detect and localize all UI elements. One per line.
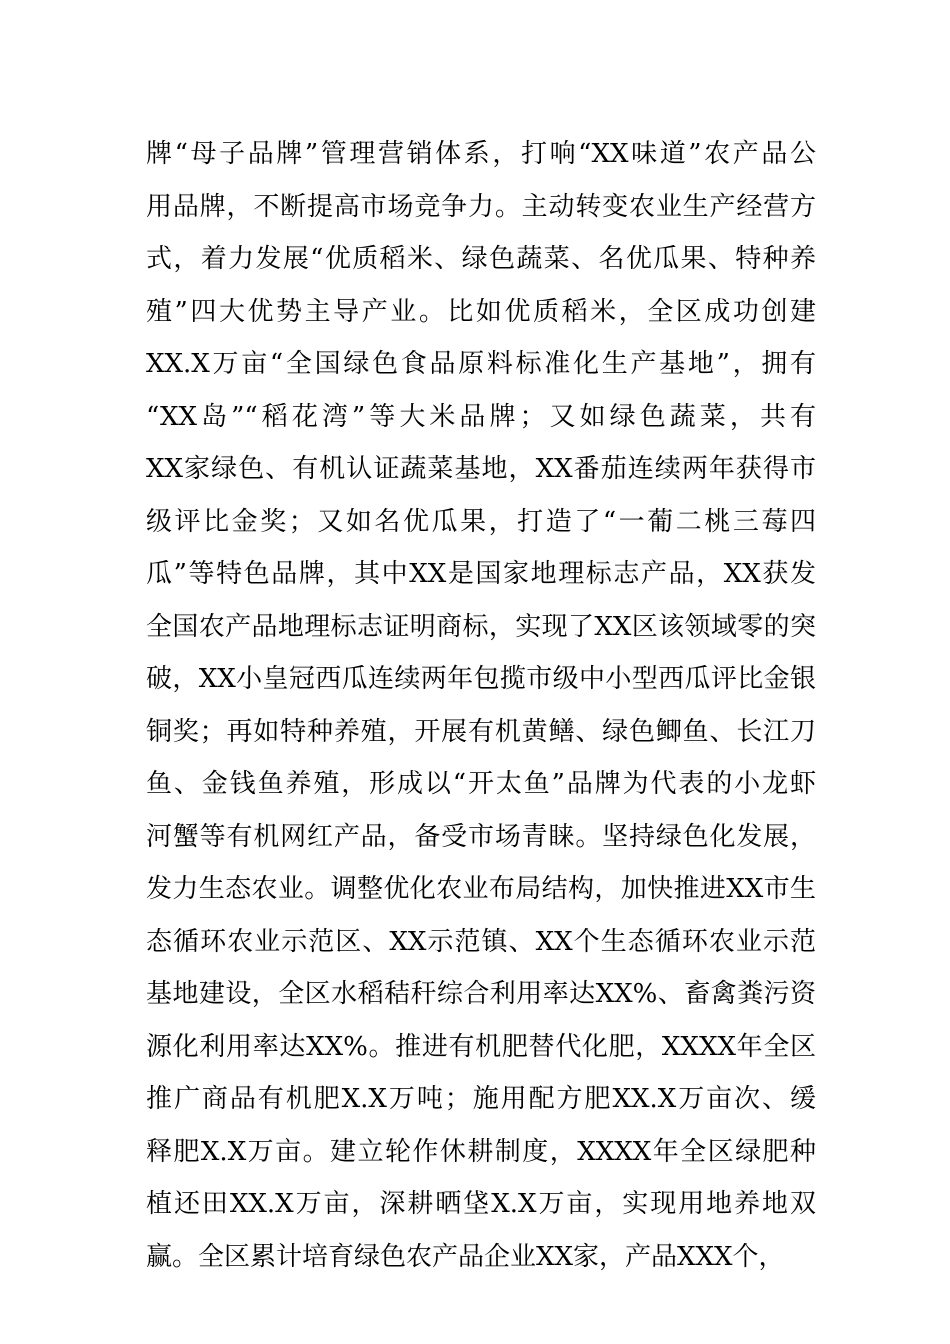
text-line: 释肥X.X万亩。建立轮作休耕制度，XXXX年全区绿肥种 bbox=[146, 1136, 816, 1167]
text-line: 级评比金奖；又如名优瓜果，打造了“一葡二桃三莓四 bbox=[146, 506, 816, 537]
text-line: 用品牌，不断提高市场竞争力。主动转变农业生产经营方 bbox=[146, 191, 816, 222]
text-line: 植还田XX.X万亩，深耕晒垡X.X万亩，实现用地养地双 bbox=[146, 1189, 816, 1219]
text-line: 态循环农业示范区、XX示范镇、XX个生态循环农业示范 bbox=[146, 926, 816, 957]
text-line: “XX岛”“稻花湾”等大米品牌；又如绿色蔬菜，共有 bbox=[146, 401, 816, 432]
body-paragraph bbox=[146, 128, 816, 1283]
text-line: 破，XX小皇冠西瓜连续两年包揽市级中小型西瓜评比金银 bbox=[146, 664, 816, 694]
text-line: 河蟹等有机网红产品，备受市场青睐。坚持绿色化发展， bbox=[146, 821, 816, 852]
text-line: 铜奖；再如特种养殖，开展有机黄鳝、绿色鲫鱼、长江刀 bbox=[146, 716, 816, 747]
text-line: 发力生态农业。调整优化农业布局结构，加快推进XX市生 bbox=[146, 874, 816, 904]
text-line: 瓜”等特色品牌，其中XX是国家地理标志产品，XX获发 bbox=[146, 559, 816, 589]
text-line: 源化利用率达XX%。推进有机肥替代化肥，XXXX年全区 bbox=[146, 1031, 816, 1062]
text-line: XX.X万亩“全国绿色食品原料标准化生产基地”，拥有 bbox=[146, 349, 816, 379]
text-line: 牌“母子品牌”管理营销体系，打响“XX味道”农产品公 bbox=[146, 139, 816, 169]
text-line: 推广商品有机肥X.X万吨；施用配方肥XX.X万亩次、缓 bbox=[146, 1084, 816, 1114]
text-line: 全国农产品地理标志证明商标，实现了XX区该领域零的突 bbox=[146, 611, 816, 642]
text-line: 赢。全区累计培育绿色农产品企业XX家，产品XXX个， bbox=[146, 1241, 785, 1272]
text-line: 式，着力发展“优质稻米、绿色蔬菜、名优瓜果、特种养 bbox=[146, 244, 816, 274]
text-line: 基地建设，全区水稻秸秆综合利用率达XX%、畜禽粪污资 bbox=[146, 979, 816, 1009]
text-line: XX家绿色、有机认证蔬菜基地，XX番茄连续两年获得市 bbox=[146, 454, 816, 484]
text-line: 鱼、金钱鱼养殖，形成以“开太鱼”品牌为代表的小龙虾 bbox=[146, 769, 816, 799]
text-line: 殖”四大优势主导产业。比如优质稻米，全区成功创建 bbox=[146, 296, 816, 327]
